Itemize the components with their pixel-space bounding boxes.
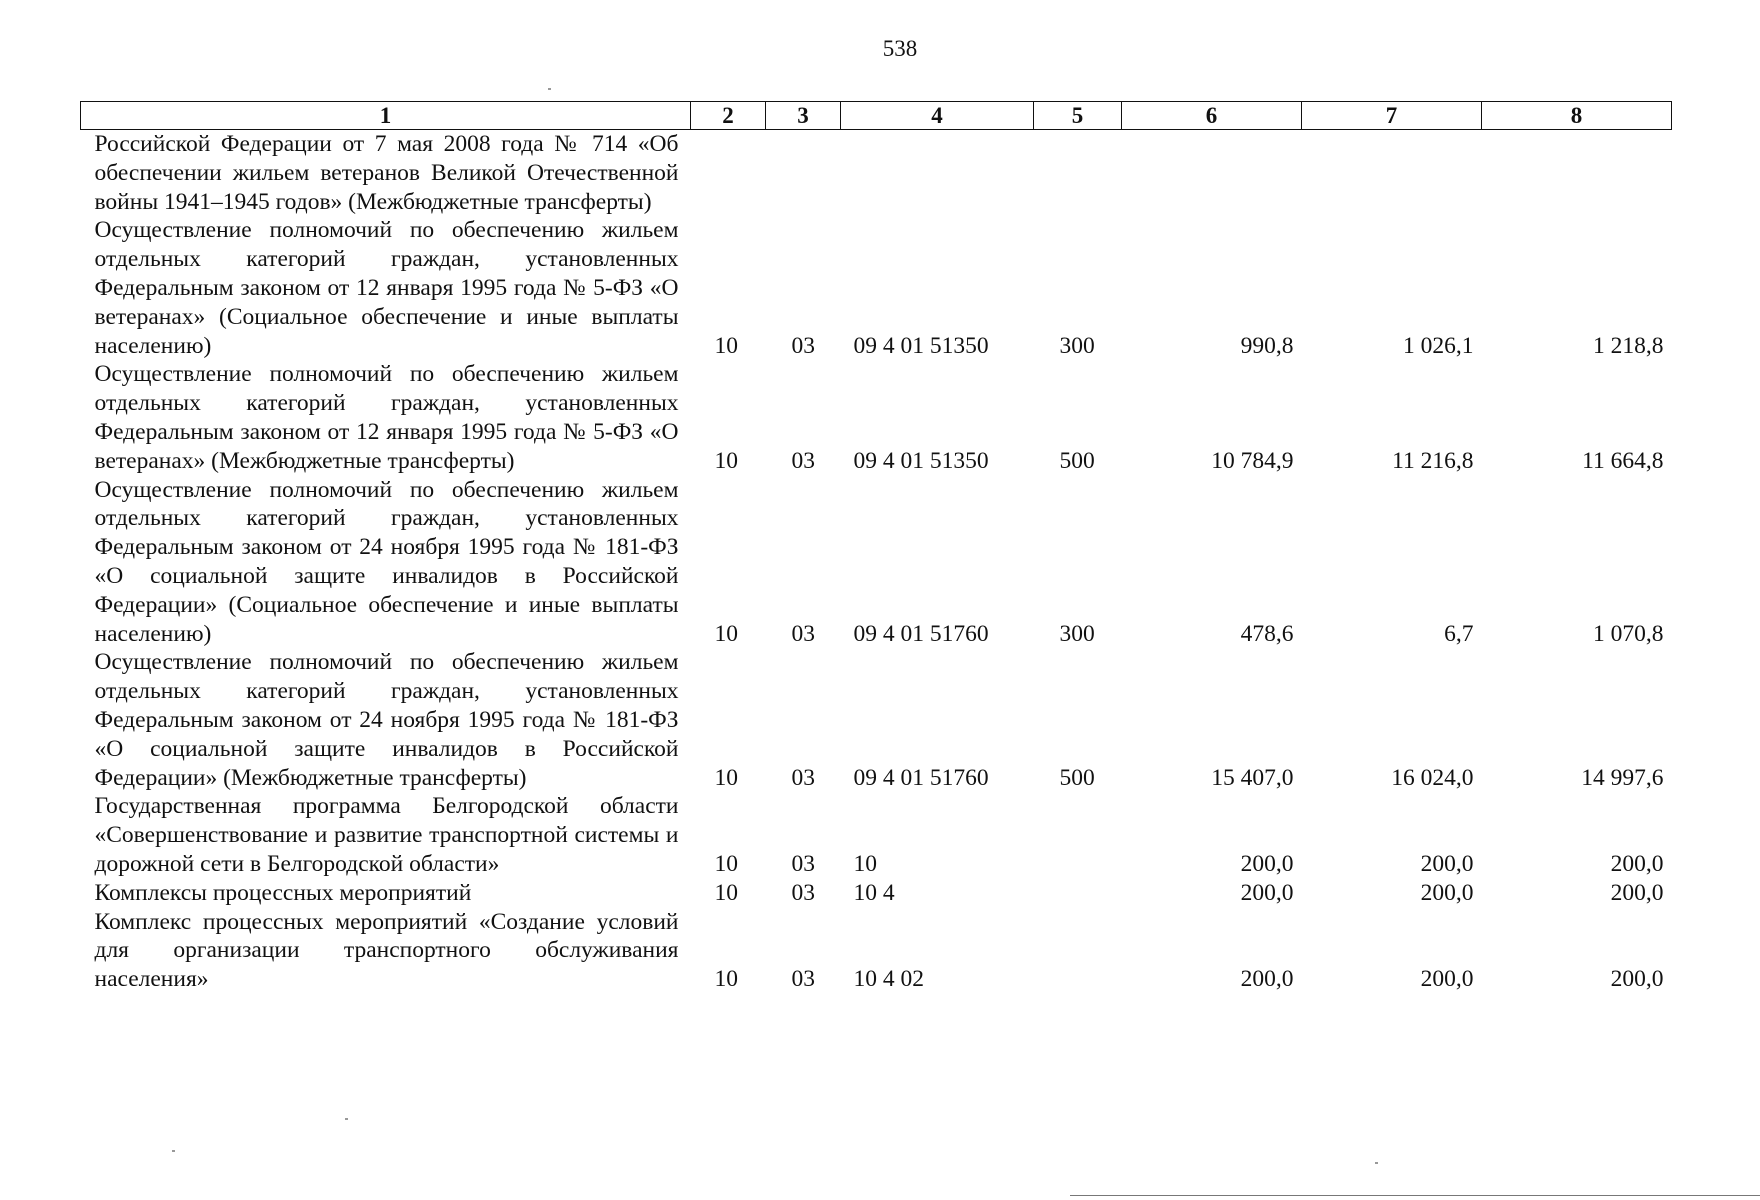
column-header-2: 2 (691, 102, 766, 130)
scan-speck (1375, 1162, 1378, 1164)
cell-section: 10 (714, 879, 738, 906)
table-row (81, 908, 1672, 994)
cell-amount-7: 6,7 (1444, 620, 1474, 647)
column-header-4: 4 (841, 102, 1034, 130)
cell-amount-6: 200,0 (1240, 879, 1294, 906)
table-row (81, 360, 1672, 475)
scan-speck (345, 1118, 348, 1120)
cell-target-article: 09 4 01 51760 (853, 764, 989, 791)
cell-amount-6: 200,0 (1240, 850, 1294, 877)
cell-subsection: 03 (791, 850, 815, 877)
cell-expense-type (1034, 908, 1122, 994)
cell-target-article: 09 4 01 51350 (853, 332, 989, 359)
cell-subsection: 03 (791, 620, 815, 647)
cell-section: 10 (714, 850, 738, 877)
scan-edge-line (1070, 1195, 1760, 1196)
row-name: Комплексы процессных мероприятий (94, 879, 472, 906)
cell-amount-8: 14 997,6 (1581, 764, 1664, 791)
cell-amount-6 (1122, 130, 1302, 217)
scan-speck (548, 88, 551, 90)
cell-expense-type: 500 (1059, 764, 1095, 791)
cell-amount-8 (1482, 130, 1672, 217)
cell-amount-6: 15 407,0 (1211, 764, 1294, 791)
cell-target-article: 09 4 01 51350 (853, 447, 989, 474)
cell-expense-type: 300 (1059, 332, 1095, 359)
cell-amount-7 (1302, 130, 1482, 217)
cell-section: 10 (714, 620, 738, 647)
cell-amount-7: 11 216,8 (1392, 447, 1474, 474)
cell-subsection: 03 (791, 966, 815, 993)
cell-amount-7: 16 024,0 (1391, 764, 1474, 791)
cell-target-article: 10 (853, 850, 877, 877)
row-name: Осуществление полномочий по обеспечению жильем отдельных категорий граждан, установленных Федеральным законом от 12 января 1995 года № 5-ФЗ «О ветеранах» (Межбюджетные трансферты) (94, 361, 679, 474)
row-name: Осуществление полномочий по обеспечению жильем отдельных категорий граждан, установленных Федеральным законом от 24 ноября 1995 года № 181-ФЗ «О социальной защите инвалидов в Российской Федерации» (Социальное обеспечение и иные выплаты населению) (94, 476, 679, 647)
cell-amount-8: 11 664,8 (1582, 447, 1664, 474)
cell-target-article (841, 130, 1034, 217)
column-header-6: 6 (1122, 102, 1302, 130)
cell-expense-type (1034, 879, 1122, 908)
cell-subsection: 03 (791, 764, 815, 791)
cell-subsection: 03 (791, 332, 815, 359)
cell-subsection: 03 (791, 447, 815, 474)
cell-amount-6: 990,8 (1240, 332, 1294, 359)
cell-amount-7: 200,0 (1420, 850, 1474, 877)
cell-subsection (766, 130, 841, 217)
cell-target-article: 10 4 (853, 879, 895, 906)
table-row (81, 648, 1672, 792)
cell-expense-type: 300 (1059, 620, 1095, 647)
cell-section: 10 (714, 332, 738, 359)
cell-expense-type: 500 (1059, 447, 1095, 474)
cell-section: 10 (714, 966, 738, 993)
cell-amount-7: 1 026,1 (1403, 332, 1474, 359)
cell-section: 10 (714, 447, 738, 474)
table-row (81, 216, 1672, 360)
table-row (81, 879, 1672, 908)
cell-subsection: 03 (791, 879, 815, 906)
cell-expense-type (1034, 792, 1122, 878)
cell-amount-7: 200,0 (1420, 966, 1474, 993)
header-row (81, 102, 1672, 130)
cell-amount-8: 1 218,8 (1593, 332, 1664, 359)
cell-amount-6: 478,6 (1240, 620, 1294, 647)
column-header-7: 7 (1302, 102, 1482, 130)
cell-amount-8: 200,0 (1610, 966, 1664, 993)
column-header-3: 3 (766, 102, 841, 130)
scan-speck (172, 1150, 175, 1152)
page-number: 538 (882, 36, 918, 61)
table-row (81, 792, 1672, 878)
column-header-1: 1 (81, 102, 691, 130)
cell-expense-type (1034, 130, 1122, 217)
cell-amount-8: 1 070,8 (1593, 620, 1664, 647)
cell-section: 10 (714, 764, 738, 791)
column-header-8: 8 (1482, 102, 1672, 130)
cell-amount-8: 200,0 (1610, 879, 1664, 906)
cell-amount-8: 200,0 (1610, 850, 1664, 877)
row-name: Комплекс процессных мероприятий «Создание условий для организации транспортного обслуживания населения» (94, 908, 679, 993)
cell-section (691, 130, 766, 217)
cell-target-article: 10 4 02 (853, 966, 924, 993)
row-name: Осуществление полномочий по обеспечению жильем отдельных категорий граждан, установленных Федеральным законом от 24 ноября 1995 года № 181-ФЗ «О социальной защите инвалидов в Российской Федерации» (Межбюджетные трансферты) (94, 649, 679, 791)
cell-amount-6: 200,0 (1240, 966, 1294, 993)
budget-table (80, 101, 1672, 994)
cell-target-article: 09 4 01 51760 (853, 620, 989, 647)
cell-amount-6: 10 784,9 (1211, 447, 1294, 474)
column-header-5: 5 (1034, 102, 1122, 130)
table-row (81, 476, 1672, 649)
row-name: Российской Федерации от 7 мая 2008 года № 714 «Об обеспечении жильем ветеранов Великой Отечественной войны 1941–1945 годов» (Межбюджетные трансферты) (94, 131, 679, 215)
row-name: Осуществление полномочий по обеспечению жильем отдельных категорий граждан, установленных Федеральным законом от 12 января 1995 года № 5-ФЗ «О ветеранах» (Социальное обеспечение и иные выплаты населению) (94, 217, 679, 359)
row-name: Государственная программа Белгородской области «Совершенствование и развитие транспортной системы и дорожной сети в Белгородской области» (94, 793, 679, 877)
table-row (81, 130, 1672, 217)
cell-amount-7: 200,0 (1420, 879, 1474, 906)
